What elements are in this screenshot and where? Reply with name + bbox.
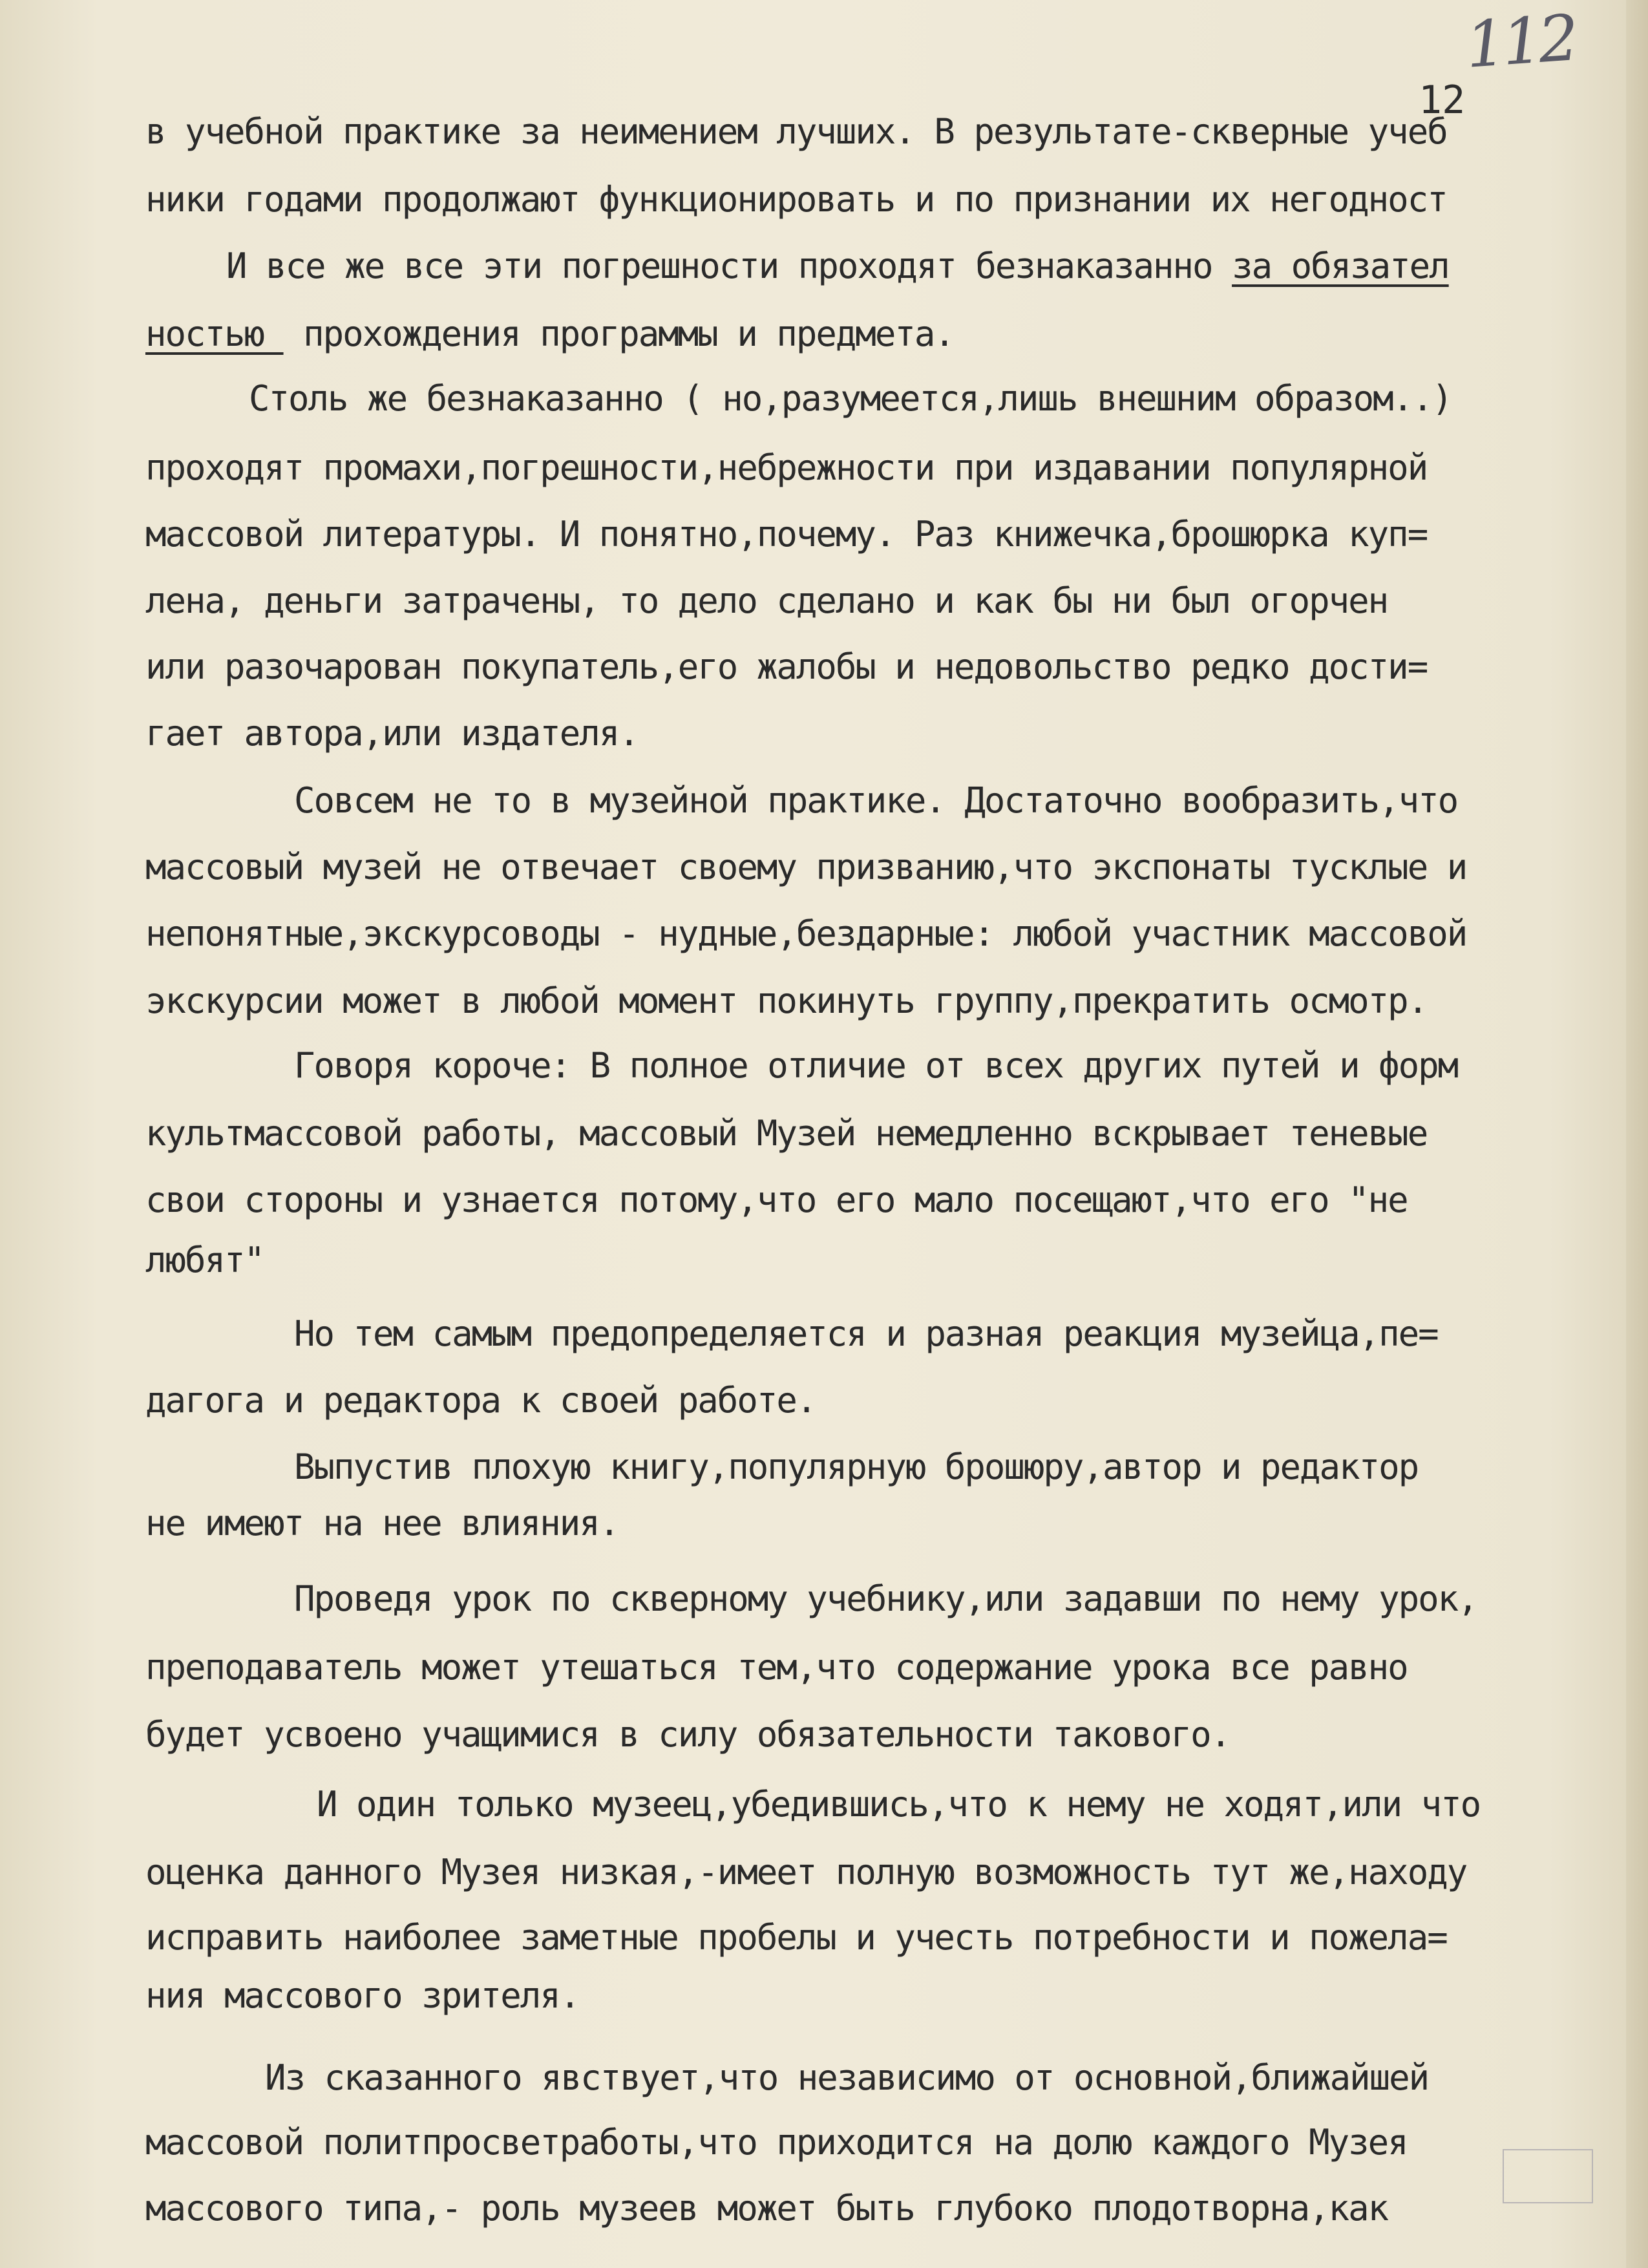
text-line: непонятные,экскурсоводы - нудные,бездарные: любой участник массовой: [145, 913, 1467, 954]
text-line: [226, 246, 1449, 287]
text-line: массовый музей не отвечает своему призванию,что экспонаты тусклые и: [145, 847, 1467, 887]
text-line: преподаватель может утешаться тем,что содержание урока все равно: [145, 1647, 1408, 1688]
text-line: исправить наиболее заметные пробелы и учесть потребности и пожела=: [145, 1917, 1447, 1958]
text-line: массовой политпросветработы,что приходится на долю каждого Музея: [145, 2122, 1408, 2163]
page-edge: [1626, 0, 1648, 2268]
text-line: [145, 313, 954, 355]
text-line: Но тем самым предопределяется и разная реакция музейца,пе=: [294, 1313, 1438, 1354]
text-line: Совсем не то в музейной практике. Достаточно вообразить,что: [294, 780, 1458, 821]
text-line: Из сказанного явствует,что независимо от основной,ближайшей: [265, 2057, 1429, 2098]
text-line: ники годами продолжают функционировать и по признании их негодност: [145, 179, 1447, 220]
underlined-text: за обязател: [1232, 246, 1449, 286]
archive-folio-number: 112: [1463, 1, 1578, 83]
text-line: экскурсии может в любой момент покинуть группу,прекратить осмотр.: [145, 980, 1428, 1021]
text-line: любят": [145, 1240, 264, 1280]
text-line: Проведя урок по скверному учебнику,или задавши по нему урок,: [294, 1578, 1477, 1619]
text-line: оценка данного Музея низкая,-имеет полную возможность тут же,находу: [145, 1852, 1467, 1892]
text-line: свои стороны и узнается потому,что его мало посещают,что его "не: [145, 1180, 1408, 1220]
text-line: проходят промахи,погрешности,небрежности при издавании популярной: [145, 447, 1428, 488]
text-line: гает автора,или издателя.: [145, 713, 639, 754]
text-line: не имеют на нее влияния.: [145, 1503, 619, 1543]
text-line: или разочарован покупатель,его жалобы и недовольство редко дости=: [145, 646, 1428, 687]
text-line: лена, деньги затрачены, то дело сделано и как бы ни был огорчен: [145, 580, 1388, 621]
text-line: массовой литературы. И понятно,почему. Раз книжечка,брошюрка куп=: [145, 514, 1428, 555]
text-line: Говоря короче: В полное отличие от всех других путей и форм: [294, 1045, 1458, 1086]
underlined-text: ностью: [145, 313, 284, 354]
text-line: в учебной практике за неимением лучших. В результате-скверные учеб: [145, 111, 1447, 152]
text-line: Выпустив плохую книгу,популярную брошюру,автор и редактор: [294, 1447, 1419, 1487]
page-number: 12: [1419, 78, 1466, 123]
faded-archive-stamp: [1503, 2149, 1593, 2203]
text-line: дагога и редактора к своей работе.: [145, 1380, 816, 1421]
text-line: ния массового зрителя.: [145, 1975, 580, 2016]
text-line: Столь же безнаказанно ( но,разумеется,лишь внешним образом..): [249, 378, 1452, 419]
text-segment: И все же все эти погрешности проходят безнаказанно: [226, 246, 1232, 286]
text-segment: прохождения программы и предмета.: [283, 313, 954, 354]
text-line: массового типа,- роль музеев может быть глубоко плодотворна,как: [145, 2188, 1388, 2229]
text-line: будет усвоено учащимися в силу обязательности такового.: [145, 1714, 1231, 1755]
text-line: И один только музеец,убедившись,что к нему не ходят,или что: [317, 1784, 1481, 1825]
text-line: культмассовой работы, массовый Музей немедленно вскрывает теневые: [145, 1113, 1428, 1154]
